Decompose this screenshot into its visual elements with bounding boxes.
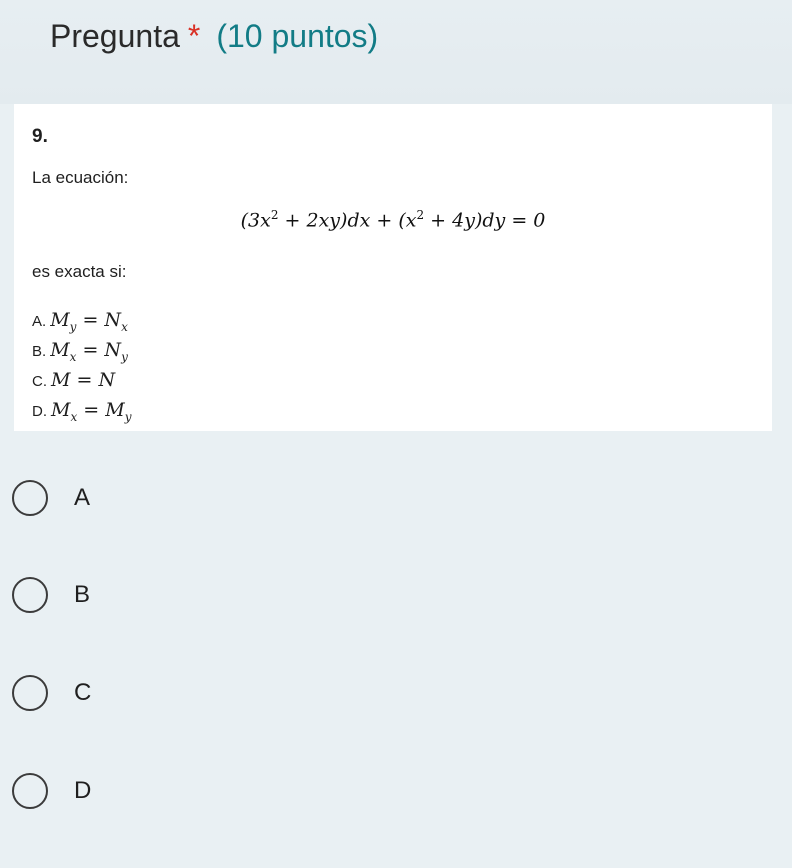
option-b-math: $M_x = N_y$ xyxy=(50,339,128,364)
question-intro: La ecuación: xyxy=(32,168,129,187)
answer-option-b[interactable] xyxy=(12,575,90,615)
option-b-text xyxy=(32,339,128,365)
answer-option-d[interactable] xyxy=(12,771,91,811)
question-equation: $(3x^2 + 2xy)dx + (x^2 + 4y)dy = 0$ xyxy=(240,208,546,232)
radio-d[interactable] xyxy=(12,773,48,809)
option-a-text xyxy=(32,309,128,335)
option-d-text xyxy=(32,399,132,425)
option-c-text xyxy=(32,369,115,395)
option-c-math: M = N xyxy=(51,369,116,391)
answer-label-c: C xyxy=(74,679,92,706)
required-asterisk: * xyxy=(187,18,201,54)
question-number: 9. xyxy=(32,126,48,147)
answer-option-c[interactable] xyxy=(12,673,91,713)
radio-b[interactable] xyxy=(12,577,48,613)
option-a-letter: A. xyxy=(32,313,47,330)
question-label: Pregunta xyxy=(50,18,180,54)
answer-label-b: B xyxy=(74,581,91,608)
radio-a[interactable] xyxy=(12,480,48,516)
option-b-letter: B. xyxy=(32,343,47,360)
option-a-math: $M_y = N_x$ xyxy=(50,309,128,334)
question-card xyxy=(14,104,772,431)
answer-option-a[interactable] xyxy=(12,478,90,518)
answer-label-a: A xyxy=(74,484,91,511)
question-points: (10 puntos) xyxy=(216,18,379,54)
option-c-letter: C. xyxy=(32,373,47,390)
question-condition: es exacta si: xyxy=(32,262,127,281)
answer-label-d: D xyxy=(74,777,92,804)
radio-c[interactable] xyxy=(12,675,48,711)
option-d-letter: D. xyxy=(32,403,47,420)
option-d-math: $M_x = M_y$ xyxy=(51,399,132,424)
question-title xyxy=(50,18,378,55)
